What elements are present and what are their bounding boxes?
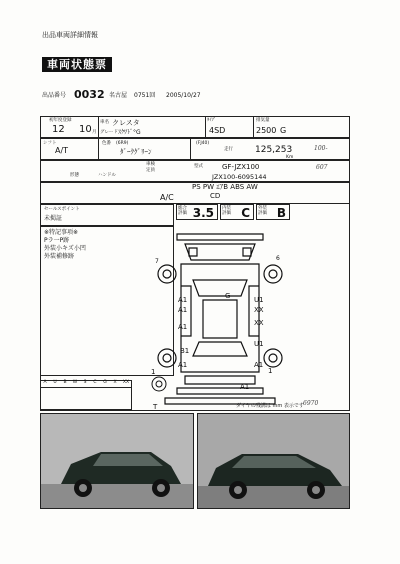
owner-label: 形態 <box>70 173 79 178</box>
body-type: 4SD <box>209 126 226 135</box>
color-name: ﾀﾞｰｸｸﾞﾘｰﾝ <box>120 148 152 156</box>
legend-letter: S <box>83 380 87 385</box>
mark-u1: U1 <box>254 296 264 304</box>
top-label: 出品車両詳細情報 <box>42 31 98 39</box>
seats-label: 定員 <box>146 168 155 173</box>
options-2: CD <box>210 192 221 200</box>
divider <box>98 116 99 138</box>
color-label: 色番 <box>102 141 111 146</box>
year-label: 初年度登録 <box>49 118 72 123</box>
handwritten-note: 6970 <box>303 400 319 407</box>
lot-label: 出品番号 <box>42 92 67 99</box>
mark-u1: U1 <box>254 340 264 348</box>
trans-label: シフト <box>43 141 57 146</box>
legend-letter: XX <box>122 380 130 385</box>
mark-a1: A1 <box>178 361 188 369</box>
exterior-grade-box <box>256 204 290 220</box>
mark-a1: A1 <box>240 383 250 391</box>
month-unit: 月 <box>92 130 97 135</box>
legend-letter: C <box>93 380 97 385</box>
chassis-number: JZX100-6095144 <box>212 173 267 181</box>
exterior-grade: B <box>276 206 286 220</box>
handle-label: ハンドル <box>98 173 116 178</box>
divider <box>253 116 254 138</box>
mark-6: 6 <box>276 255 280 262</box>
total-grade: 3.5 <box>192 206 214 220</box>
fuel-type: G <box>280 126 287 135</box>
code-label: (FJ40) <box>196 141 210 146</box>
mark-a1: A1 <box>178 296 188 304</box>
mark-b1: B1 <box>180 347 190 355</box>
divider <box>190 138 191 160</box>
legend-letter: B <box>63 380 67 385</box>
legend-letter: X <box>113 380 117 385</box>
transmission: A/T <box>55 146 69 155</box>
color-code: (6R9) <box>116 141 129 146</box>
mark-xx: XX <box>254 306 264 314</box>
date: 2005/10/27 <box>166 92 201 99</box>
month: 10 <box>79 124 92 135</box>
car-photo-rear <box>197 413 350 509</box>
mark-a1: A1 <box>178 306 188 314</box>
row2 <box>40 138 350 160</box>
session: 0751回 <box>134 92 156 99</box>
model-label: 車名 <box>100 120 109 125</box>
model-name: クレスタ <box>112 119 140 127</box>
handwritten-note: 100- <box>314 145 328 152</box>
car-photo-front <box>40 413 194 509</box>
interior-grade: C <box>241 206 250 220</box>
options: PS PW ｴｱB ABS AW <box>192 183 258 191</box>
engine-cc: 2500 <box>256 126 277 135</box>
interior-grade-box <box>220 204 254 220</box>
note-item: 外装小キズ小凹 <box>44 245 86 252</box>
grade-name: ｽｸﾜﾄﾞ°G <box>118 129 141 136</box>
interior-grade-label: 内装評価 <box>222 206 231 216</box>
total-grade-label: 総合評価 <box>178 206 187 216</box>
legend-letter: A <box>43 380 47 385</box>
year: 12 <box>52 124 65 135</box>
mark-7: 7 <box>155 258 159 265</box>
model-code-label: 型式 <box>194 164 203 169</box>
mark-1: 1 <box>268 367 273 375</box>
car-damage-diagram <box>145 226 295 416</box>
divider <box>98 138 99 160</box>
exterior-grade-label: 外装評価 <box>258 206 267 216</box>
legend-letter: U <box>53 380 57 385</box>
sales-point-label: セールスポイント <box>44 207 80 212</box>
mark-a1: A1 <box>178 323 188 331</box>
mark-a1: A1 <box>254 361 264 369</box>
legend-letter: W <box>72 380 78 385</box>
mark-t: T <box>153 403 158 411</box>
note-item: Pラ一P跡 <box>44 237 70 244</box>
note-item: 外装補修跡 <box>44 253 75 260</box>
model-code: GF-JZX100 <box>222 163 260 171</box>
mark-xx: XX <box>254 319 264 327</box>
divider <box>205 116 206 138</box>
venue: 名古屋 <box>109 92 128 99</box>
grade-label: グレード <box>100 130 118 135</box>
legend-divider <box>40 387 132 388</box>
tire-note: ダイヤの残溝は mm 表示です <box>236 403 304 409</box>
type-label: ﾀｲﾌﾟ <box>207 118 216 123</box>
handwritten-note: 607 <box>316 164 328 171</box>
cc-label: 排気量 <box>256 118 270 123</box>
ac: A/C <box>160 193 174 202</box>
mark-1: 1 <box>151 368 156 376</box>
km-unit: Km <box>286 155 294 160</box>
inspection-label: 車検 <box>146 162 155 167</box>
mileage: 125,253 <box>255 145 293 155</box>
mark-g: G <box>225 292 231 300</box>
sales-point: 未掲証 <box>44 215 63 222</box>
km-label: 走行 <box>224 147 233 152</box>
total-grade-box <box>176 204 218 220</box>
legend-letter: G <box>103 380 107 385</box>
legend-header <box>40 380 132 387</box>
lot-number: 0032 <box>74 88 105 101</box>
notes-header: ※特記事項※ <box>44 229 79 236</box>
title-banner: 車両状態票 <box>42 57 112 72</box>
